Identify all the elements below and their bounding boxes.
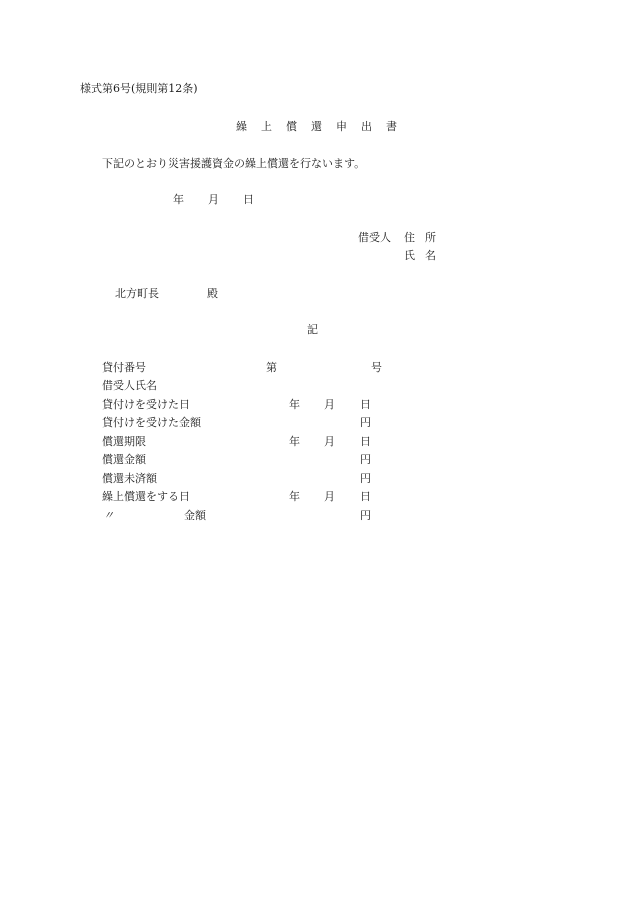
date-day: 日 [243, 193, 254, 206]
title-char: 書 [386, 120, 397, 133]
item-month: 月 [324, 490, 335, 503]
borrower-label: 借受人 [358, 231, 391, 244]
name-char: 名 [425, 249, 436, 262]
title-char: 繰 [236, 120, 247, 133]
name-label [404, 249, 436, 263]
item-yen: 円 [360, 472, 371, 485]
item-yen: 円 [360, 416, 371, 429]
item-label: 借受人氏名 [102, 379, 157, 392]
item-day: 日 [360, 435, 371, 448]
address-label [404, 231, 436, 245]
title-char: 還 [311, 120, 322, 133]
item-suffix: 号 [371, 361, 382, 374]
intro-text: 下記のとおり災害援護資金の繰上償還を行ないます。 [102, 157, 366, 170]
date-month: 月 [208, 193, 219, 206]
title-char: 上 [261, 120, 272, 133]
name-char: 氏 [404, 249, 415, 262]
item-month: 月 [324, 398, 335, 411]
item-year: 年 [289, 435, 300, 448]
document-title [236, 120, 397, 134]
item-yen: 円 [360, 453, 371, 466]
item-day: 日 [360, 398, 371, 411]
ki-heading: 記 [307, 323, 318, 336]
ditto-mark: 〃 [103, 509, 114, 522]
item-label: 金額 [184, 509, 206, 522]
item-label: 貸付けを受けた金額 [102, 416, 201, 429]
title-char: 出 [361, 120, 372, 133]
item-day: 日 [360, 490, 371, 503]
item-prefix: 第 [266, 361, 277, 374]
mayor-label: 北方町長 [115, 287, 159, 300]
title-char: 申 [336, 120, 347, 133]
item-label: 償還期限 [102, 435, 146, 448]
item-year: 年 [289, 490, 300, 503]
item-label: 貸付番号 [102, 361, 146, 374]
honorific: 殿 [207, 287, 218, 300]
title-char: 償 [286, 120, 297, 133]
item-label: 貸付けを受けた日 [102, 398, 190, 411]
date-year: 年 [173, 193, 184, 206]
item-month: 月 [324, 435, 335, 448]
form-number: 様式第6号(規則第12条) [80, 82, 198, 95]
item-year: 年 [289, 398, 300, 411]
item-label: 償還金額 [102, 453, 146, 466]
item-yen: 円 [360, 509, 371, 522]
address-char: 住 [404, 231, 415, 244]
address-char: 所 [425, 231, 436, 244]
item-label: 償還未済額 [102, 472, 157, 485]
item-label: 繰上償還をする日 [102, 490, 190, 503]
